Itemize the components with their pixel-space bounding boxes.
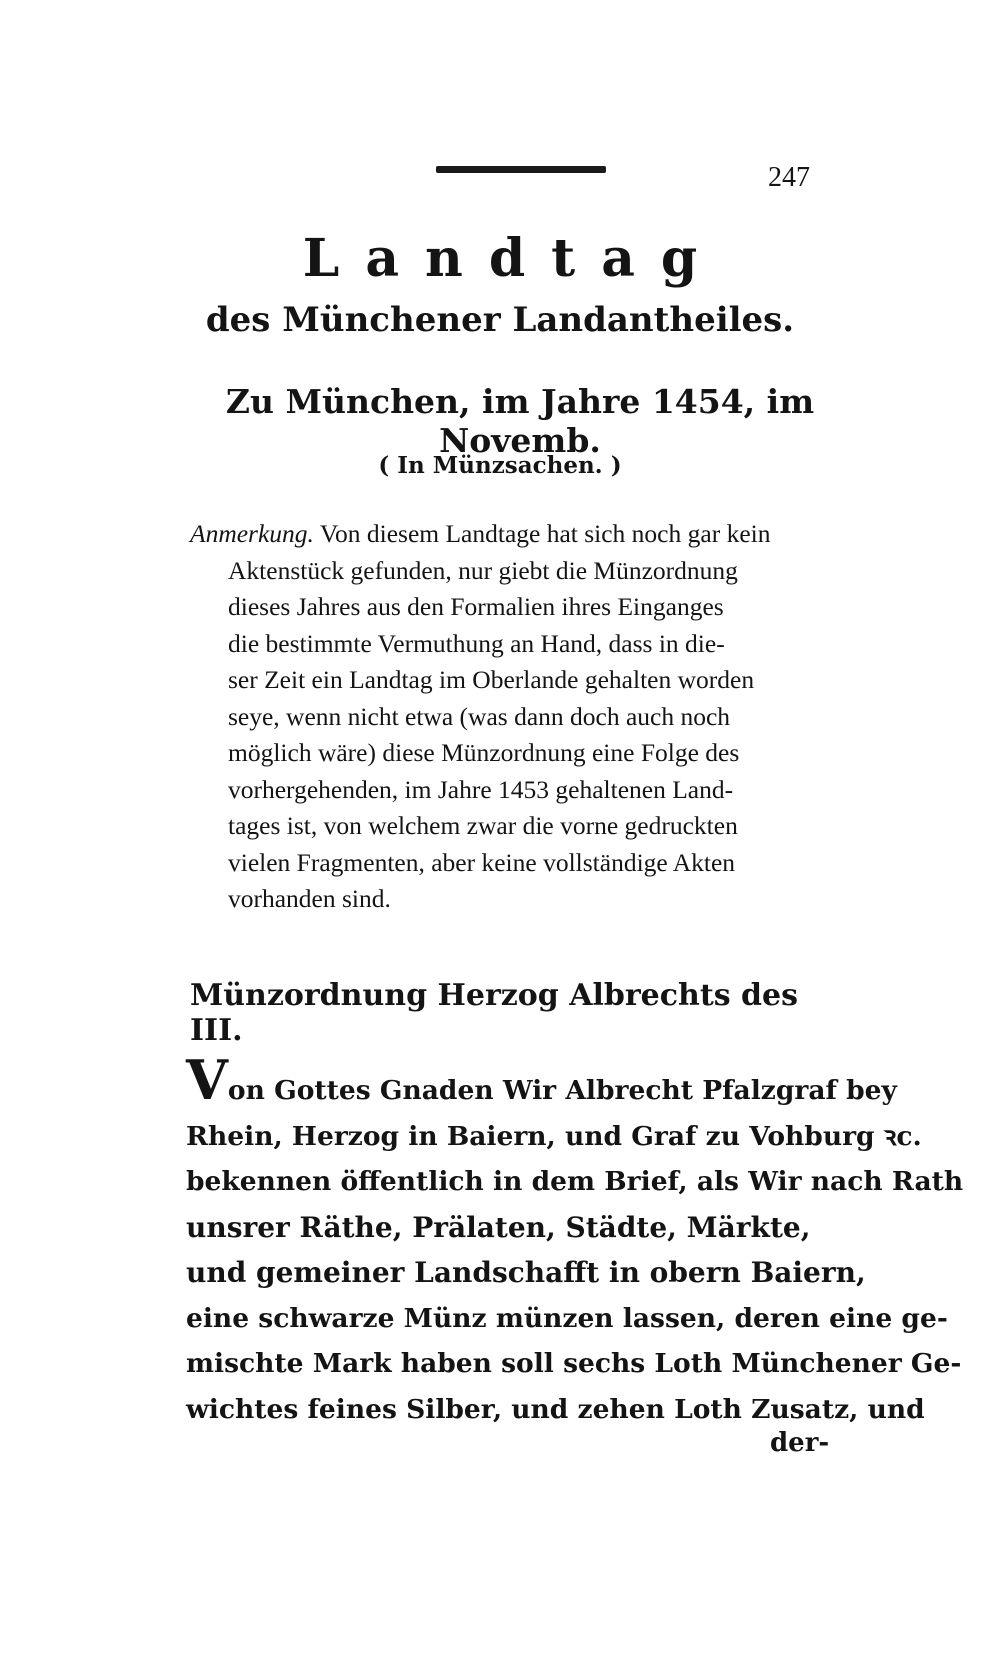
note-line: tages ist, von welchem zwar die vorne gedruckten <box>228 811 738 840</box>
body-line: und gemeiner Landschafft in obern Baiern, <box>186 1256 866 1289</box>
body-line: unsrer Räthe, Prälaten, Städte, Märkte, <box>186 1210 811 1244</box>
note-line: vorhanden sind. <box>228 884 391 913</box>
page-title: Landtag <box>302 228 724 289</box>
catchword: der- <box>770 1428 830 1458</box>
note-line: seye, wenn nicht etwa (was dann doch auch noch <box>228 701 731 731</box>
annotation-note <box>190 516 850 918</box>
note-line: möglich wäre) diese Münzordnung eine Folge des <box>228 738 740 767</box>
note-label: Anmerkung. <box>190 519 314 548</box>
note-line: vielen Fragmenten, aber keine vollständige Akten <box>228 847 736 877</box>
body-line: mischte Mark haben soll sechs Loth Münchener Ge- <box>186 1348 962 1379</box>
header-ornament <box>436 166 606 173</box>
section-heading: Münzordnung Herzog Albrechts des III. <box>190 978 798 1048</box>
note-line: vorhergehenden, im Jahre 1453 gehaltenen Land- <box>228 774 734 804</box>
place-date: Zu München, im Jahre 1454, im Novemb. <box>225 382 815 460</box>
note-line: ser Zeit ein Landtag im Oberlande gehalten worden <box>228 665 755 694</box>
note-line: dieses Jahres aus den Formalien ihres Einganges <box>228 592 724 621</box>
body-line: wichtes feines Silber, und zehen Loth Zusatz, und <box>186 1393 925 1425</box>
body-line: eine schwarze Münz münzen lassen, deren eine ge- <box>186 1302 948 1334</box>
body-line: Von Gottes Gnaden Wir Albrecht Pfalzgraf bey <box>186 1048 897 1112</box>
note-line: Anmerkung. Von diesem Landtage hat sich noch gar kein <box>190 519 771 548</box>
section-body <box>186 1048 964 1432</box>
subject-line: ( In Münzsachen. ) <box>378 452 622 479</box>
page-number: 247 <box>768 162 810 193</box>
note-line: Aktenstück gefunden, nur giebt die Münzordnung <box>228 555 738 585</box>
body-line: Rhein, Herzog in Baiern, und Graf zu Vohburg ꝛc. <box>186 1120 922 1152</box>
body-line: bekennen öffentlich in dem Brief, als Wir nach Rath <box>186 1166 964 1197</box>
page-subtitle: des Münchener Landantheiles. <box>205 300 795 340</box>
note-line: die bestimmte Vermuthung an Hand, dass in die- <box>228 628 725 658</box>
drop-cap: V <box>186 1048 228 1112</box>
